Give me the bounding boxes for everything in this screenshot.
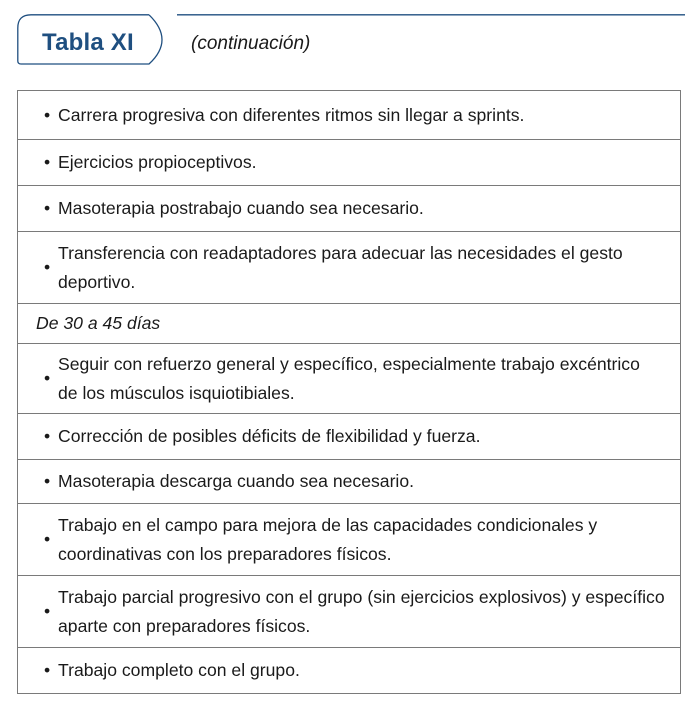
table-row: [18, 91, 680, 139]
bullet-dot: •: [44, 529, 51, 549]
bullet-dot: •: [44, 426, 51, 446]
table-row: [18, 413, 680, 459]
row-text: Masoterapia postrabajo cuando sea necesario.: [58, 198, 424, 218]
table-row: [18, 139, 680, 185]
bullet-dot: •: [44, 198, 51, 218]
continuation-label: (continuación): [191, 33, 311, 54]
table-header: [17, 14, 685, 72]
table-row: [18, 459, 680, 503]
row-text: Trabajo en el campo para mejora de las capacidades condicionales y coordinativas con los preparadores físicos.: [58, 514, 598, 564]
row-text: Transferencia con readaptadores para adecuar las necesidades el gesto deportivo.: [58, 242, 623, 292]
table-row: [18, 575, 680, 647]
table-row: [18, 647, 680, 693]
bullet-dot: •: [44, 660, 51, 680]
row-text: Masoterapia descarga cuando sea necesario.: [58, 471, 415, 491]
row-text: Ejercicios propioceptivos.: [58, 152, 257, 172]
bullet-dot: •: [44, 368, 51, 388]
table-row: [18, 185, 680, 231]
table-title: Tabla XI: [42, 29, 134, 56]
row-text: Trabajo parcial progresivo con el grupo (sin ejercicios explosivos) y específico aparte con preparadores físicos.: [58, 586, 665, 636]
bullet-dot: •: [44, 471, 51, 491]
section-row: [18, 303, 680, 343]
row-text: Corrección de posibles déficits de flexibilidad y fuerza.: [58, 426, 481, 446]
bullet-dot: •: [44, 104, 51, 125]
table-row: [18, 343, 680, 413]
bullet-dot: •: [44, 152, 51, 172]
row-text: Carrera progresiva con diferentes ritmos sin llegar a sprints.: [58, 104, 525, 125]
content-table: [17, 90, 681, 694]
table-row: [18, 231, 680, 303]
bullet-dot: •: [44, 601, 51, 621]
row-text: Trabajo completo con el grupo.: [58, 660, 300, 680]
table-row: [18, 503, 680, 575]
bullet-dot: •: [44, 257, 51, 277]
row-text: Seguir con refuerzo general y específico, especialmente trabajo excéntrico de los músculos isquiotibiales.: [58, 353, 640, 403]
section-label: De 30 a 45 días: [36, 313, 161, 333]
